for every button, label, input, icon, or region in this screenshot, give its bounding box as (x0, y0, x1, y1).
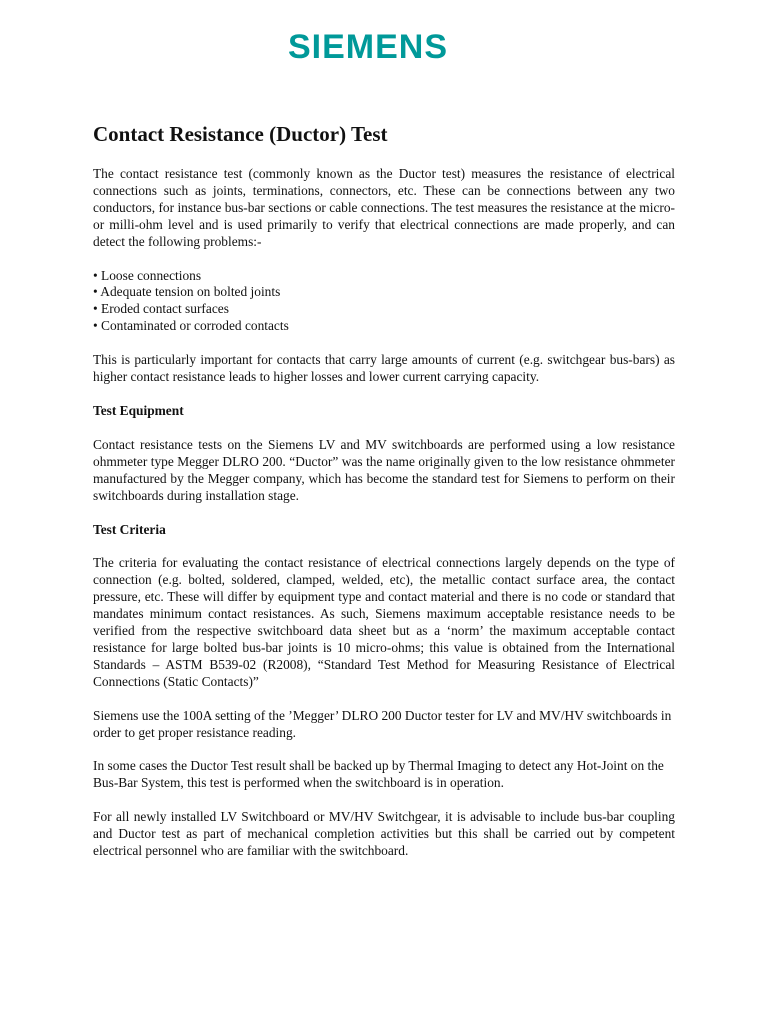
test-criteria-heading: Test Criteria (93, 521, 166, 537)
problems-list (93, 268, 675, 336)
megger-setting-paragraph: Siemens use the 100A setting of the ’Megger’ DLRO 200 Ductor tester for LV and MV/HV switchboards in order to get proper resistance reading. (93, 707, 672, 740)
test-equipment-heading: Test Equipment (93, 402, 184, 418)
list-item: • Contaminated or corroded contacts (93, 318, 289, 334)
document-body (93, 121, 675, 877)
test-criteria-paragraph: The criteria for evaluating the contact resistance of electrical connections largely depends on the type of connection (e.g. bolted, soldered, clamped, welded, etc), the metallic contact surface area, the contact pressure, etc. These will differ by equipment type and contact material and there is no code or standard that mandates minimum contact resistances. As such, Siemens maximum acceptable resistance needs to be verified from the respective switchboard data sheet but as a ‘norm’ the maximum acceptable contact resistance for large bolted bus-bar joints is 10 micro-ohms; this value is obtained from the International Standards – ASTM B539-02 (R2008), “Standard Test Method for Measuring Resistance of Electrical Connections (Static Contacts)” (93, 555, 675, 689)
siemens-logo: SIEMENS (287, 28, 449, 66)
thermal-imaging-paragraph: In some cases the Ductor Test result shall be backed up by Thermal Imaging to detect any Hot-Joint on the Bus-Bar System, this test is performed when the switchboard is in operation. (93, 758, 664, 791)
document-title: Contact Resistance (Ductor) Test (93, 122, 388, 146)
completion-advice-paragraph: For all newly installed LV Switchboard or MV/HV Switchgear, it is advisable to include bus-bar coupling and Ductor test as part of mechanical completion activities but this shall be carried out by competent electrical personnel who are familiar with the switchboard. (93, 809, 675, 859)
list-item: • Eroded contact surfaces (93, 301, 229, 317)
list-item: • Adequate tension on bolted joints (93, 284, 281, 300)
test-equipment-paragraph: Contact resistance tests on the Siemens LV and MV switchboards are performed using a low resistance ohmmeter type Megger DLRO 200. “Ductor” was the name originally given to the low resistance ohmmeter manufactured by the Megger company, which has become the standard test for Siemens to perform on their switchboards during installation stage. (93, 436, 675, 503)
importance-paragraph: This is particularly important for contacts that carry large amounts of current (e.g. switchgear bus-bars) as higher contact resistance leads to higher losses and lower current carrying capacity. (93, 352, 675, 385)
list-item: • Loose connections (93, 267, 202, 283)
intro-paragraph: The contact resistance test (commonly known as the Ductor test) measures the resistance of electrical connections such as joints, terminations, connectors, etc. These can be connections between any two conductors, for instance bus-bar sections or cable connections. The test measures the resistance at the micro- or milli-ohm level and is used primarily to verify that electrical connections are made properly, and can detect the following problems:- (93, 166, 675, 249)
